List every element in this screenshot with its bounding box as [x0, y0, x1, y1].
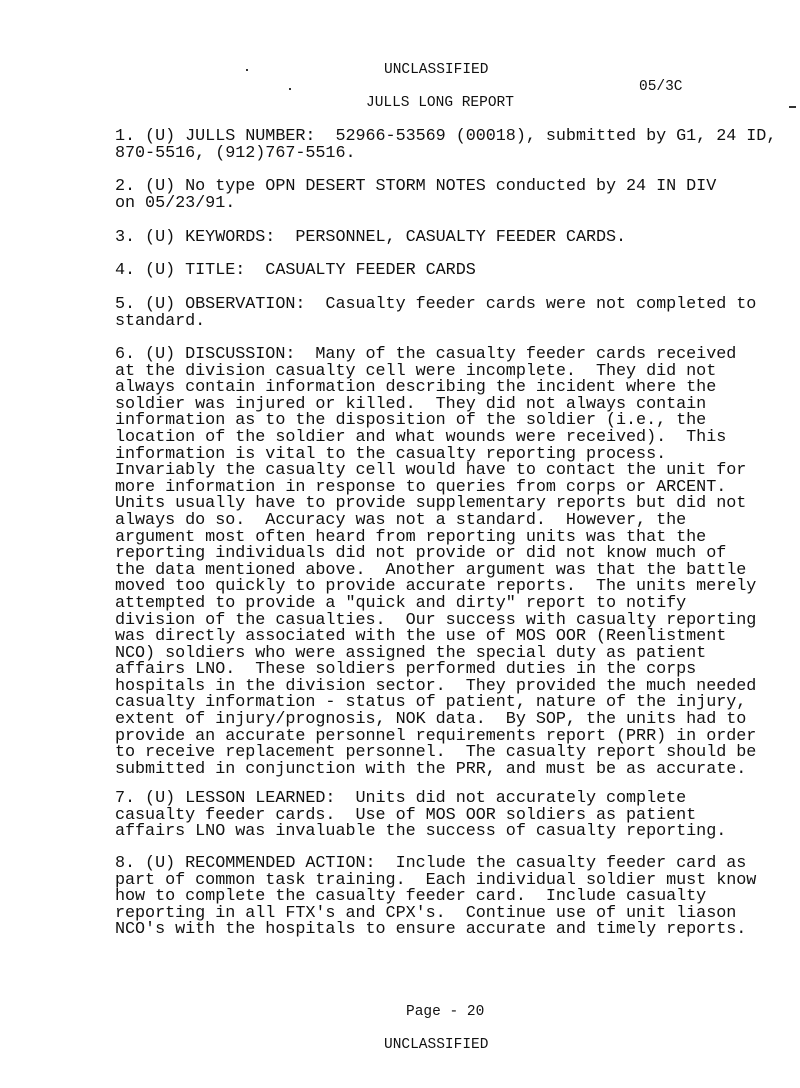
text-line: always do so. Accuracy was not a standard. However, the	[115, 510, 687, 530]
text-line: casualty feeder cards. Use of MOS OOR soldiers as patient	[115, 805, 697, 825]
text-line: information is vital to the casualty reporting process.	[115, 444, 667, 464]
text-line: reporting individuals did not provide or did not know much of	[115, 544, 727, 564]
classification-footer: UNCLASSIFIED	[384, 1037, 489, 1053]
text-line: affairs LNO. These soldiers performed duties in the corps	[115, 660, 697, 680]
report-title: JULLS LONG REPORT	[366, 95, 514, 111]
text-line: information as to the disposition of the soldier (i.e., the	[115, 411, 707, 431]
text-line: always contain information describing the incident where the	[115, 378, 717, 398]
scan-artifact	[246, 69, 248, 71]
paragraph-7	[115, 791, 726, 841]
scan-artifact	[789, 106, 796, 108]
text-line: 3. (U) KEYWORDS: PERSONNEL, CASUALTY FEEDER CARDS.	[115, 228, 627, 247]
text-line: more information in response to queries from corps or ARCENT.	[115, 477, 727, 497]
text-line: extent of injury/prognosis, NOK data. By SOP, the units had to	[115, 710, 747, 730]
paragraph-1	[115, 129, 776, 162]
text-line: provide an accurate personnel requirements report (PRR) in order	[115, 726, 757, 746]
paragraph-2	[115, 179, 716, 212]
classification-header: UNCLASSIFIED	[384, 62, 489, 78]
text-line: 2. (U) No type OPN DESERT STORM NOTES conducted by 24 IN DIV	[115, 177, 717, 196]
text-line: affairs LNO was invaluable the success of casualty reporting.	[115, 822, 727, 842]
text-line: division of the casualties. Our success with casualty reporting	[115, 610, 757, 630]
text-line: location of the soldier and what wounds were received). This	[115, 427, 727, 447]
text-line: 8. (U) RECOMMENDED ACTION: Include the casualty feeder card as	[115, 854, 747, 873]
text-line: moved too quickly to provide accurate reports. The units merely	[115, 577, 757, 597]
text-line: soldier was injured or killed. They did not always contain	[115, 394, 707, 414]
text-line: 870-5516, (912)767-5516.	[115, 143, 356, 163]
text-line: standard.	[115, 311, 206, 331]
text-line: NCO) soldiers who were assigned the special duty as patient	[115, 643, 707, 663]
text-line: attempted to provide a "quick and dirty" report to notify	[115, 593, 687, 613]
text-line: 4. (U) TITLE: CASUALTY FEEDER CARDS	[115, 261, 476, 280]
text-line: submitted in conjunction with the PRR, and must be as accurate.	[115, 759, 747, 779]
text-line: was directly associated with the use of MOS OOR (Reenlistment	[115, 627, 727, 647]
text-line: how to complete the casualty feeder card. Include casualty	[115, 887, 707, 907]
paragraph-6	[115, 347, 756, 778]
paragraph-8	[115, 856, 756, 939]
text-line: NCO's with the hospitals to ensure accurate and timely reports.	[115, 920, 747, 940]
page-number: Page - 20	[406, 1004, 485, 1020]
text-line: the data mentioned above. Another argument was that the battle	[115, 560, 747, 580]
text-line: hospitals in the division sector. They provided the much needed	[115, 676, 757, 696]
paragraph-3	[115, 230, 626, 247]
paragraph-4	[115, 263, 476, 280]
text-line: 5. (U) OBSERVATION: Casualty feeder cards were not completed to	[115, 295, 757, 314]
text-line: 1. (U) JULLS NUMBER: 52966-53569 (00018), submitted by G1, 24 ID,	[115, 127, 777, 146]
text-line: at the division casualty cell were incomplete. They did not	[115, 361, 717, 381]
text-line: 6. (U) DISCUSSION: Many of the casualty feeder cards received	[115, 345, 737, 364]
text-line: Units usually have to provide supplementary reports but did not	[115, 494, 747, 514]
text-line: on 05/23/91.	[115, 193, 236, 213]
scan-artifact	[289, 88, 291, 90]
text-line: 7. (U) LESSON LEARNED: Units did not accurately complete	[115, 789, 687, 808]
text-line: Invariably the casualty cell would have to contact the unit for	[115, 461, 747, 481]
text-line: reporting in all FTX's and CPX's. Continue use of unit liason	[115, 903, 737, 923]
text-line: to receive replacement personnel. The casualty report should be	[115, 743, 757, 763]
text-line: casualty information - status of patient, nature of the injury,	[115, 693, 747, 713]
text-line: argument most often heard from reporting units was that the	[115, 527, 707, 547]
date-fragment: 05/3C	[639, 79, 683, 95]
paragraph-5	[115, 297, 756, 330]
text-line: part of common task training. Each individual soldier must know	[115, 870, 757, 890]
